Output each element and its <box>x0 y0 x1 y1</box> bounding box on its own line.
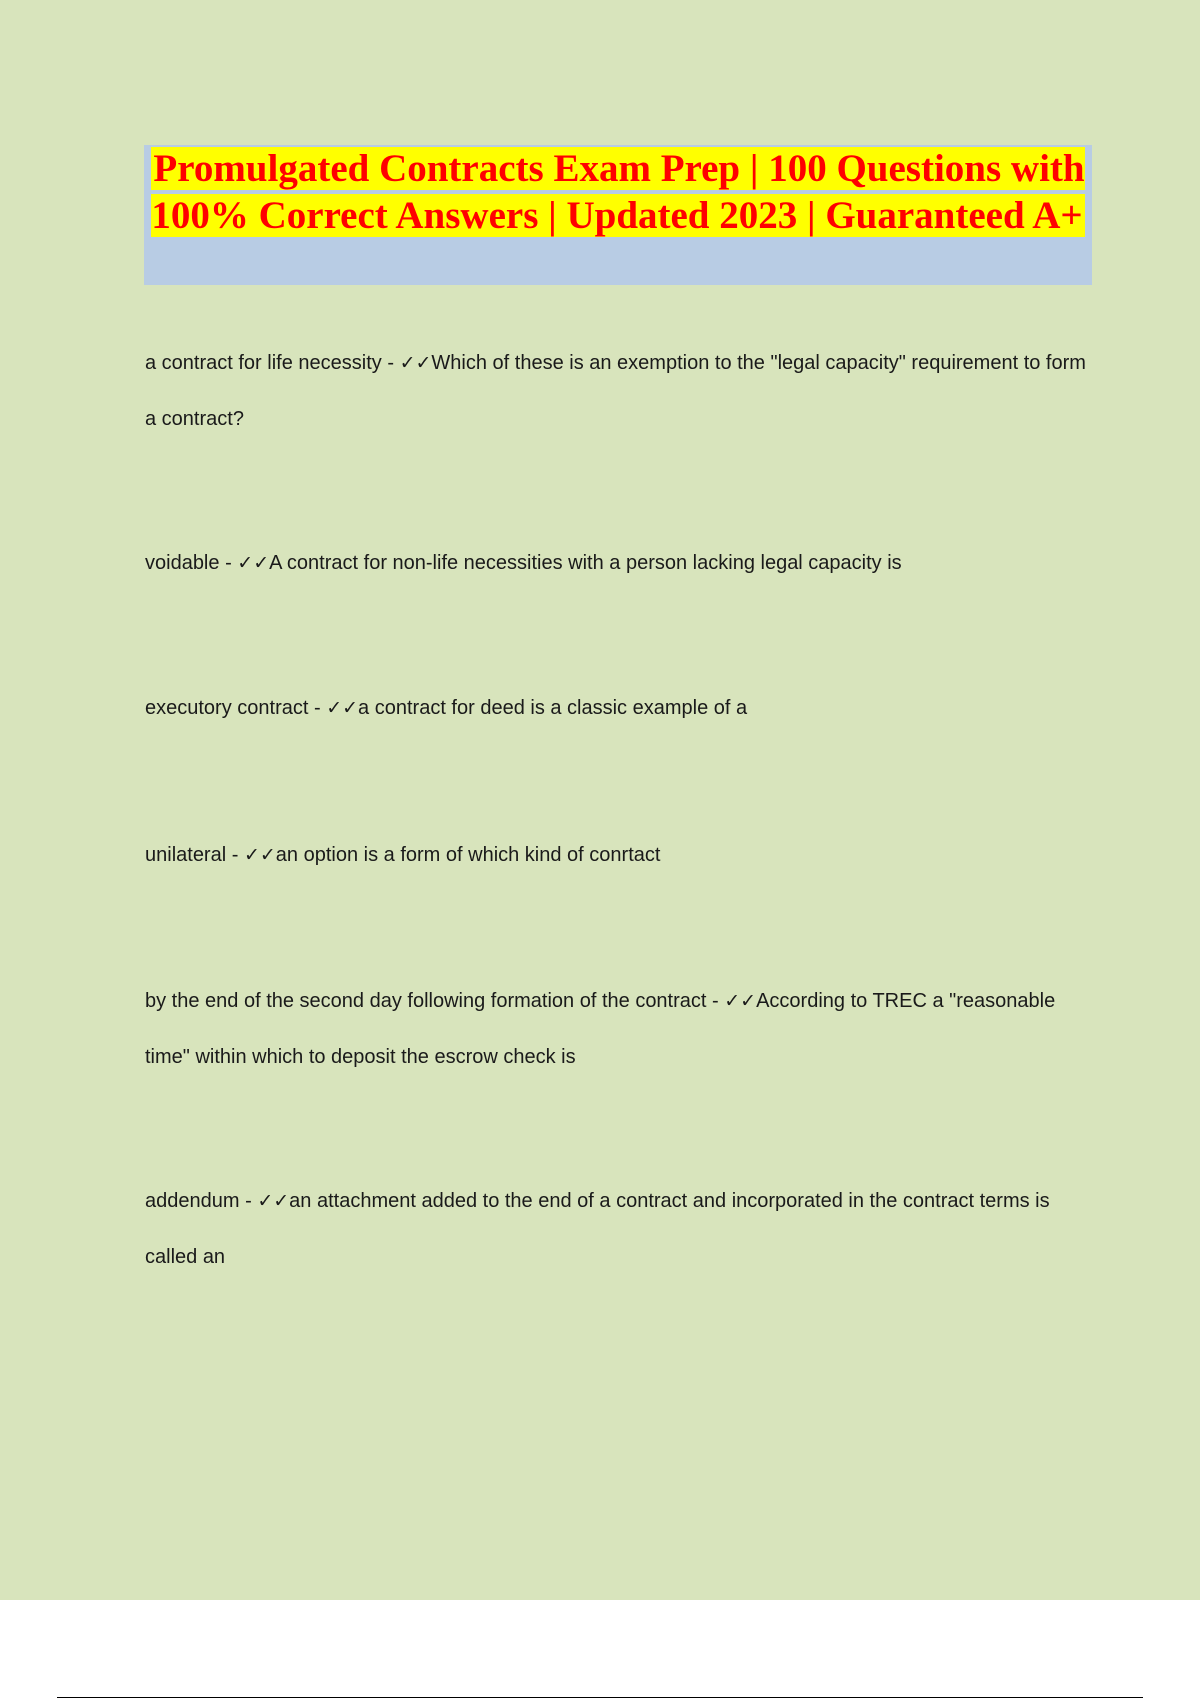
separator: - <box>219 552 238 574</box>
qa-item <box>145 973 1095 1085</box>
qa-item <box>145 680 1095 736</box>
question-text: an attachment added to the end of a contract and incorporated in the contract terms is called an <box>145 1190 1050 1268</box>
qa-item <box>145 335 1095 447</box>
separator: - <box>308 697 327 719</box>
document-title: Promulgated Contracts Exam Prep | 100 Questions with 100% Correct Answers | Updated 2023 | Guaranteed A+ <box>151 147 1085 237</box>
answer-text: unilateral <box>145 844 227 866</box>
answer-text: executory contract <box>145 697 309 719</box>
separator: - <box>226 844 244 866</box>
separator: - <box>381 352 400 374</box>
answer-text: addendum <box>145 1190 240 1212</box>
question-text: According to TREC a "reasonable time" within which to deposit the escrow check is <box>145 990 1056 1068</box>
answer-text: a contract for life necessity <box>145 352 382 374</box>
check-marks-icon: ✓✓ <box>257 1190 290 1212</box>
footer-divider <box>57 1697 1143 1698</box>
qa-item <box>145 535 1095 591</box>
question-text: an option is a form of which kind of conrtact <box>275 844 661 866</box>
separator: - <box>706 990 725 1012</box>
question-text: Which of these is an exemption to the "legal capacity" requirement to form a contract? <box>145 352 1086 430</box>
question-text: a contract for deed is a classic example of a <box>358 697 748 719</box>
check-marks-icon: ✓✓ <box>399 352 432 374</box>
check-marks-icon: ✓✓ <box>326 697 359 719</box>
check-marks-icon: ✓✓ <box>237 552 270 574</box>
answer-text: by the end of the second day following formation of the contract <box>145 990 707 1012</box>
qa-item <box>145 827 1095 883</box>
question-text: A contract for non-life necessities with a person lacking legal capacity is <box>269 552 902 574</box>
title-banner <box>144 145 1092 285</box>
qa-item <box>145 1173 1095 1285</box>
check-marks-icon: ✓✓ <box>243 844 276 866</box>
check-marks-icon: ✓✓ <box>724 990 757 1012</box>
separator: - <box>239 1190 258 1212</box>
answer-text: voidable <box>145 552 220 574</box>
